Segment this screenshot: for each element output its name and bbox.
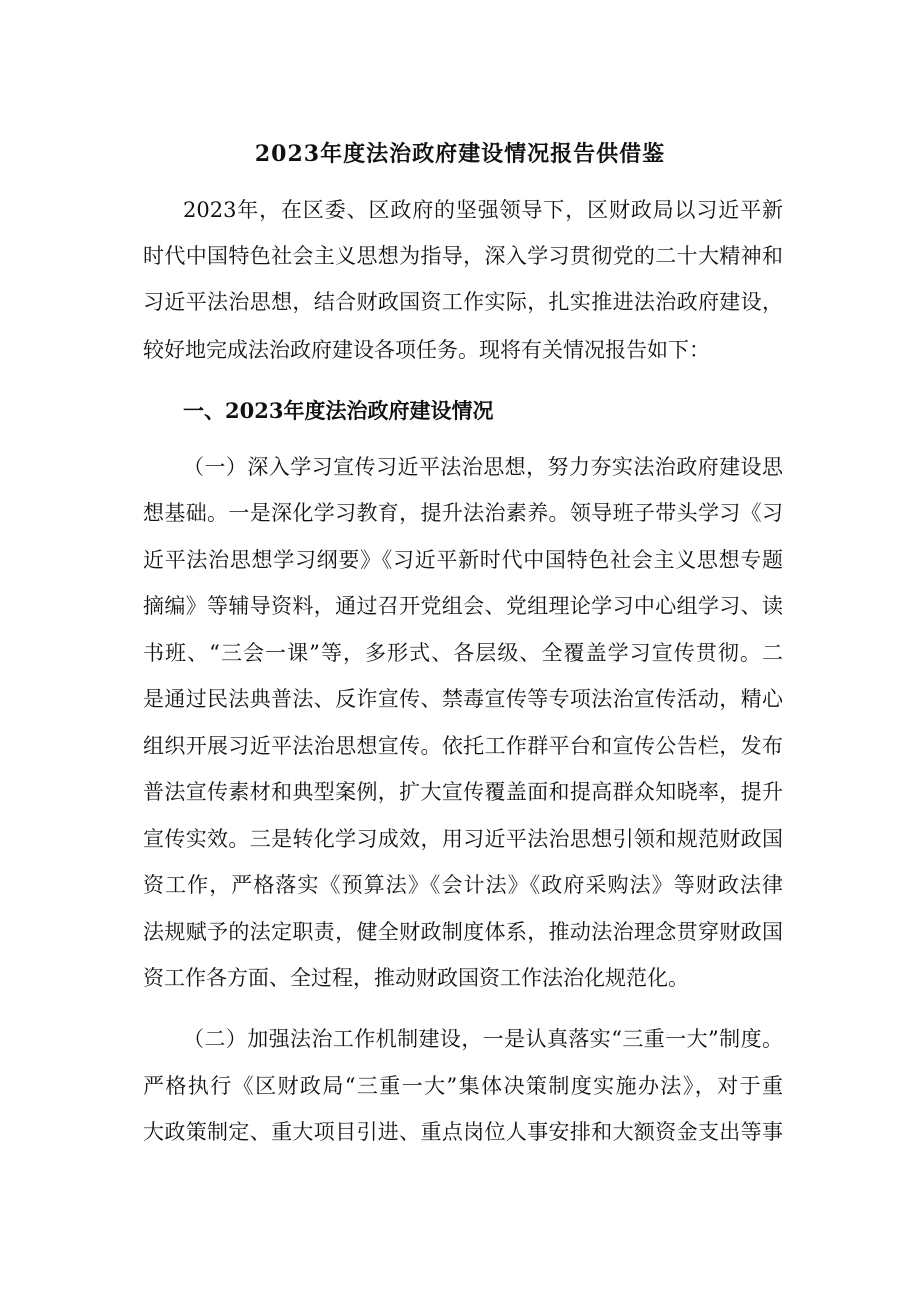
paragraph-line: （一）深入学习宣传习近平法治思想，努力夯实法治政府建设思 — [183, 455, 783, 479]
section-heading: 一、2023年度法治政府建设情况 — [183, 398, 494, 423]
paragraph-line: 大政策制定、重大项目引进、重点岗位人事安排和大额资金支出等事 — [143, 1120, 783, 1144]
paragraph-line: 严格执行《区财政局“三重一大”集体决策制度实施办法》，对于重 — [143, 1074, 783, 1098]
paragraph-line: 是通过民法典普法、反诈宣传、禁毒宣传等专项法治宣传活动，精心 — [143, 687, 783, 711]
paragraph-line: 法规赋予的法定职责，健全财政制度体系，推动法治理念贯穿财政国 — [143, 920, 783, 944]
paragraph-line: （二）加强法治工作机制建设，一是认真落实“三重一大”制度。 — [183, 1027, 783, 1051]
paragraph-line: 普法宣传素材和典型案例，扩大宣传覆盖面和提高群众知晓率，提升 — [143, 780, 783, 804]
intro-line: 习近平法治思想，结合财政国资工作实际，扎实推进法治政府建设， — [143, 290, 783, 314]
intro-line: 较好地完成法治政府建设各项任务。现将有关情况报告如下： — [143, 338, 710, 362]
document-title: 2023年度法治政府建设情况报告供借鉴 — [254, 141, 666, 167]
paragraph-line: 近平法治思想学习纲要》《习近平新时代中国特色社会主义思想专题 — [143, 548, 783, 572]
paragraph-line: 组织开展习近平法治思想宣传。依托工作群平台和宣传公告栏，发布 — [143, 734, 783, 758]
paragraph-line: 书班、“三会一课”等，多形式、各层级、全覆盖学习宣传贯彻。二 — [143, 641, 783, 665]
intro-line: 2023年，在区委、区政府的坚强领导下，区财政局以习近平新 — [183, 198, 783, 222]
paragraph-line: 想基础。一是深化学习教育，提升法治素养。领导班子带头学习《习 — [143, 501, 783, 525]
paragraph-line: 资工作各方面、全过程，推动财政国资工作法治化规范化。 — [143, 966, 689, 990]
paragraph-line: 宣传实效。三是转化学习成效，用习近平法治思想引领和规范财政国 — [143, 827, 783, 851]
paragraph-line: 摘编》等辅导资料，通过召开党组会、党组理论学习中心组学习、读 — [143, 594, 783, 618]
intro-line: 时代中国特色社会主义思想为指导，深入学习贯彻党的二十大精神和 — [143, 244, 783, 268]
paragraph-line: 资工作，严格落实《预算法》《会计法》《政府采购法》等财政法律 — [143, 873, 783, 897]
